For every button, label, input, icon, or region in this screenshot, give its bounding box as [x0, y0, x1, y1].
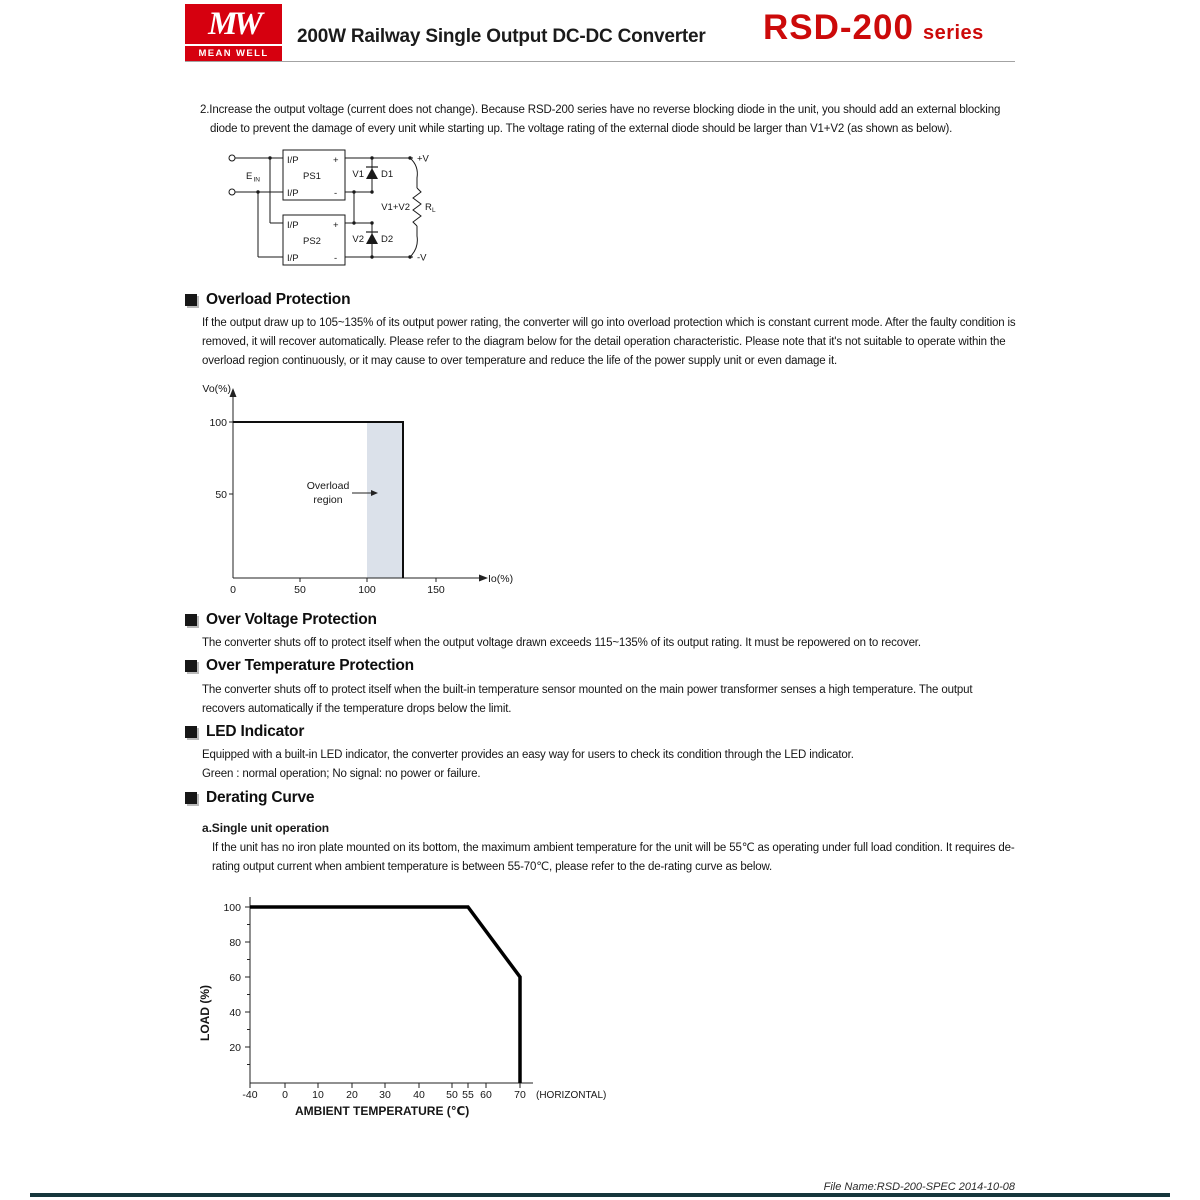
input-terminal-bottom-icon — [229, 189, 235, 195]
footer-file-info: File Name:RSD-200-SPEC 2014-10-08 — [823, 1181, 1015, 1193]
x-tick-label: -40 — [242, 1089, 258, 1101]
chart-axes — [229, 388, 488, 582]
x-tick-label: 150 — [427, 584, 445, 596]
led-indicator-line2: Green : normal operation; No signal: no power or failure. — [202, 768, 481, 780]
section-title: Overload Protection — [206, 291, 351, 308]
ps2-ip-top-label: I/P — [287, 220, 299, 231]
input-terminal-top-icon — [229, 155, 235, 161]
y-axis-label: Vo(%) — [202, 383, 231, 395]
section-bullet-icon — [185, 660, 197, 672]
footer-divider — [30, 1193, 1170, 1197]
positive-output-label: +V — [417, 153, 429, 165]
chart-axes — [245, 897, 533, 1088]
section-bullet-icon — [185, 726, 197, 738]
section-over-temperature-protection — [185, 657, 414, 675]
ps2-plus-label: + — [333, 220, 339, 231]
series-name: RSD-200 — [763, 8, 914, 47]
ps1-label: PS1 — [303, 171, 321, 182]
v2-label: V2 — [352, 234, 364, 245]
overload-protection-chart — [185, 383, 515, 598]
d2-label: D2 — [381, 234, 394, 245]
overload-region-annotation: Overload — [306, 480, 350, 492]
y-tick-label: 80 — [229, 937, 241, 949]
ps1-plus-label: + — [333, 155, 339, 166]
section-over-voltage-protection — [185, 611, 377, 629]
section-title: LED Indicator — [206, 723, 305, 740]
over-temperature-protection-body: The converter shuts off to protect itself when the built-in temperature sensor mounted on the main power transformer senses a high temperature. The output recovers automatically if the temperature drops below the limit. — [202, 684, 973, 715]
x-tick-label: 60 — [480, 1089, 492, 1101]
v1-plus-v2-label: V1+V2 — [381, 202, 410, 213]
ein-label: E — [246, 171, 253, 182]
led-indicator-line1: Equipped with a built-in LED indicator, the converter provides an easy way for users to check its condition through the LED indicator. — [202, 749, 854, 761]
derating-curve-body: If the unit has no iron plate mounted on its bottom, the maximum ambient temperature for the unit will be 55℃ as operating under full load condition. It requires de-rating output current when ambient temperature is between 55-70℃, please refer to the de-rating curve as below. — [212, 842, 1015, 873]
y-tick-label: 20 — [229, 1042, 241, 1054]
diode-d2-icon — [366, 232, 378, 244]
x-tick-label: 50 — [446, 1089, 458, 1101]
document-title: 200W Railway Single Output DC-DC Converter — [297, 26, 706, 47]
y-tick-label: 100 — [209, 417, 227, 429]
v1-label: V1 — [352, 169, 364, 180]
section-title: Derating Curve — [206, 789, 315, 806]
series-connection-diagram — [220, 146, 455, 276]
ps2-minus-label: - — [334, 253, 338, 264]
x-axis-label: Io(%) — [488, 573, 514, 585]
ein-subscript: IN — [253, 176, 260, 184]
x-tick-label: 0 — [282, 1089, 288, 1101]
section-bullet-icon — [185, 614, 197, 626]
ps1-ip-bottom-label: I/P — [287, 188, 299, 199]
y-tick-label: 60 — [229, 972, 241, 984]
x-tick-label: 70 — [514, 1089, 526, 1101]
series-heading — [763, 8, 984, 48]
overload-region-annotation: region — [313, 494, 343, 506]
x-tick-label: 55 — [462, 1089, 474, 1101]
section-title: Over Temperature Protection — [206, 657, 414, 674]
section-led-indicator — [185, 723, 304, 741]
series-suffix: series — [922, 22, 984, 44]
led-indicator-body — [202, 746, 1017, 784]
section-bullet-icon — [185, 294, 197, 306]
x-axis-suffix-label: (HORIZONTAL) — [536, 1090, 607, 1101]
derating-curve-chart — [195, 891, 665, 1126]
ps2-ip-bottom-label: I/P — [287, 253, 299, 264]
meanwell-logo-mw: MW — [208, 6, 259, 42]
overload-region-shading — [367, 422, 403, 578]
meanwell-logo — [185, 4, 282, 61]
y-tick-label: 100 — [223, 902, 241, 914]
section-bullet-icon — [185, 792, 197, 804]
overload-protection-body: If the output draw up to 105~135% of its output power rating, the converter will go into overload protection which is constant current mode. After the faulty condition is removed, it will recover automatically. Please refer to the diagram below for the detail operation characteristic. Please note that it's not suitable to operate within the overload region continuously, or it may cause to over temperature and reduce the life of the power supply unit or even damage it. — [202, 317, 1016, 367]
y-tick-label: 40 — [229, 1007, 241, 1019]
diode-d1-icon — [366, 167, 378, 179]
header-divider — [185, 61, 1015, 62]
section-overload-protection — [185, 291, 350, 309]
y-tick-label: 50 — [215, 489, 227, 501]
ps2-label: PS2 — [303, 236, 321, 247]
meanwell-logo-brand: MEAN WELL — [185, 44, 282, 61]
x-tick-label: 40 — [413, 1089, 425, 1101]
x-tick-label: 30 — [379, 1089, 391, 1101]
ps1-ip-top-label: I/P — [287, 155, 299, 166]
x-tick-label: 100 — [358, 584, 376, 596]
x-tick-label: 0 — [230, 584, 236, 596]
x-axis-label: AMBIENT TEMPERATURE (℃) — [295, 1104, 470, 1118]
y-axis-label: LOAD (%) — [198, 985, 212, 1041]
ps1-minus-label: - — [334, 188, 338, 199]
x-tick-label: 50 — [294, 584, 306, 596]
section-title: Over Voltage Protection — [206, 611, 377, 628]
derating-subheading: a.Single unit operation — [202, 821, 330, 835]
load-resistor — [413, 188, 421, 226]
section-derating-curve — [185, 789, 314, 807]
d1-label: D1 — [381, 169, 394, 180]
x-tick-label: 20 — [346, 1089, 358, 1101]
negative-output-label: -V — [417, 252, 427, 264]
rl-label: R — [425, 202, 432, 213]
rl-subscript: L — [432, 207, 436, 214]
x-tick-label: 10 — [312, 1089, 324, 1101]
intro-paragraph: 2.Increase the output voltage (current does not change). Because RSD-200 series have no reverse blocking diode in the unit, you should add an external blocking diode to prevent the damage of every unit while starting up. The voltage rating of the external diode should be larger than V1+V2 (as shown as below). — [200, 104, 1001, 135]
over-voltage-protection-body: The converter shuts off to protect itself when the output voltage drawn exceeds 115~135% of its output rating. It must be repowered on to recover. — [202, 637, 921, 649]
derating-curve-line — [250, 907, 520, 1083]
